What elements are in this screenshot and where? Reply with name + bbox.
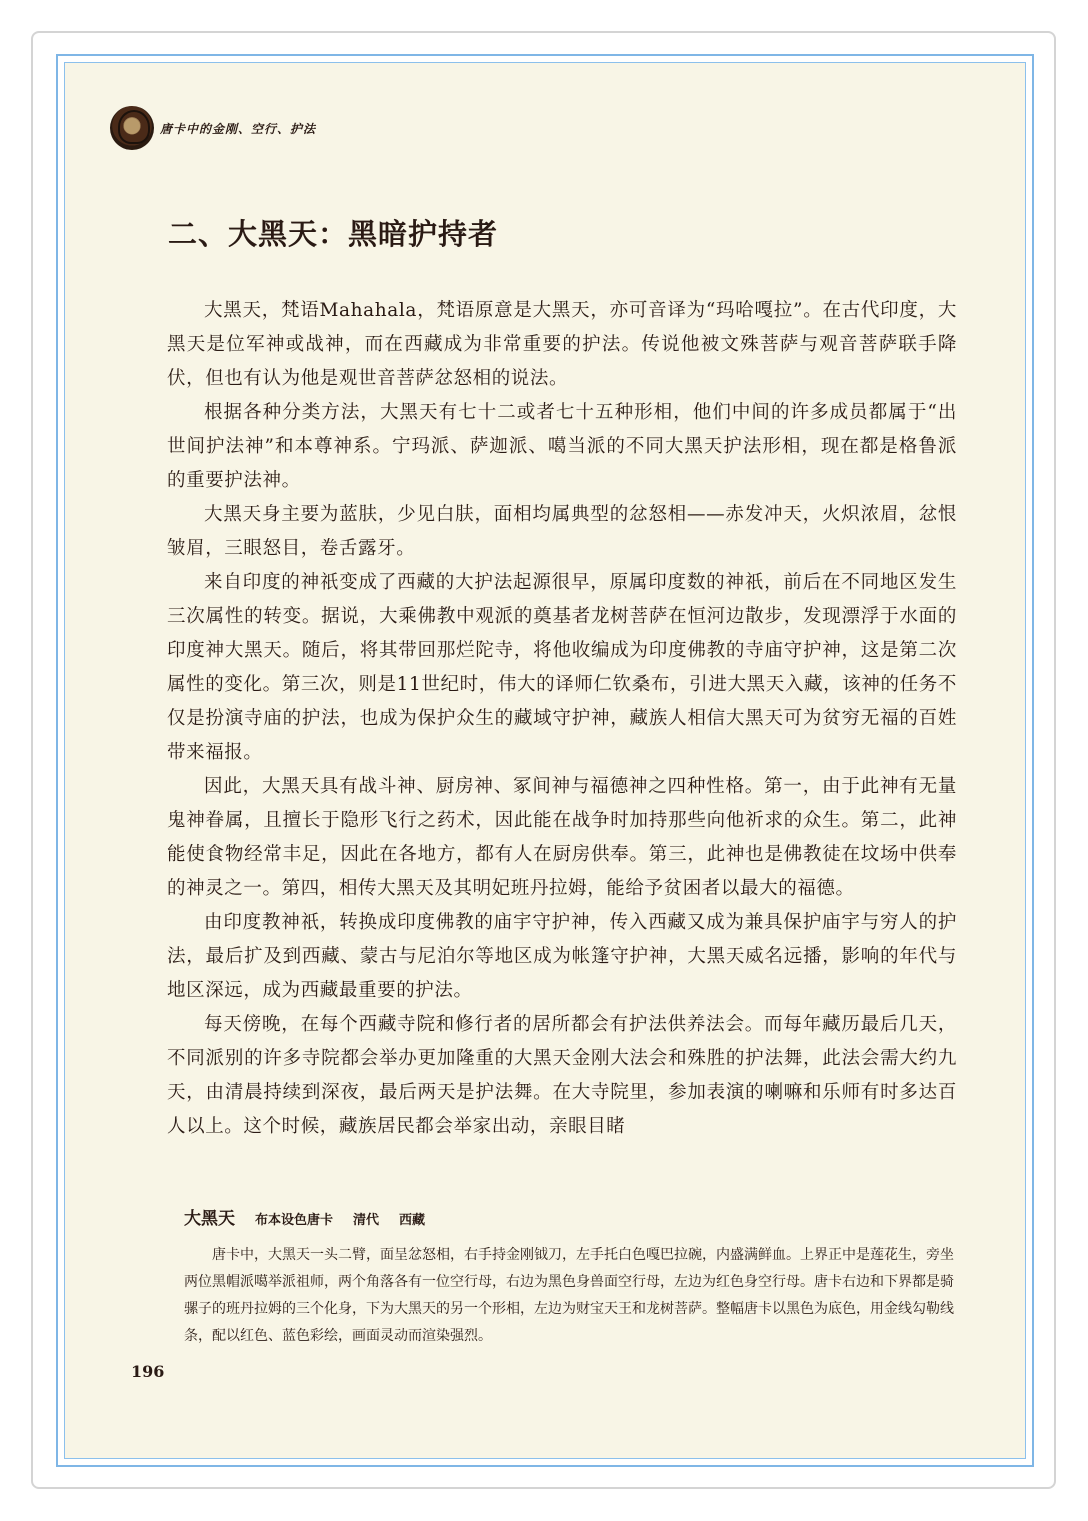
paragraph: 根据各种分类方法，大黑天有七十二或者七十五种形相，他们中间的许多成员都属于“出世间护法神”和本尊神系。宁玛派、萨迦派、噶当派的不同大黑天护法形相，现在都是格鲁派的重要护法神。 (167, 402, 957, 491)
figure-caption (184, 1204, 954, 1350)
caption-origin: 西藏 (399, 1213, 426, 1228)
page-number: 196 (131, 1362, 165, 1381)
body-text (167, 294, 957, 1144)
section-title: 二、大黑天：黑暗护持者 (168, 217, 499, 251)
paragraph: 大黑天，梵语Mahahala，梵语原意是大黑天，亦可音译为“玛哈嘎拉”。在古代印度，大黑天是位军神或战神，而在西藏成为非常重要的护法。传说他被文殊菩萨与观音菩萨联手降伏，但也有认为他是观世音菩萨忿怒相的说法。 (167, 300, 957, 389)
caption-name: 大黑天 (184, 1209, 235, 1229)
caption-medium: 布本设色唐卡 (255, 1213, 334, 1228)
paragraph: 因此，大黑天具有战斗神、厨房神、冢间神与福德神之四种性格。第一，由于此神有无量鬼神眷属，且擅长于隐形飞行之药术，因此能在战争时加持那些向他祈求的众生。第二，此神能使食物经常丰足，因此在各地方，都有人在厨房供奉。第三，此神也是佛教徒在坟场中供奉的神灵之一。第四，相传大黑天及其明妃班丹拉姆，能给予贫困者以最大的福德。 (167, 776, 957, 899)
caption-title (184, 1204, 954, 1236)
running-header (110, 100, 316, 156)
paragraph: 大黑天身主要为蓝肤，少见白肤，面相均属典型的忿怒相——赤发冲天，火炽浓眉，忿恨皱眉，三眼怒目，卷舌露牙。 (167, 504, 957, 559)
caption-period: 清代 (353, 1213, 380, 1228)
paragraph: 每天傍晚，在每个西藏寺院和修行者的居所都会有护法供养法会。而每年藏历最后几天，不同派别的许多寺院都会举办更加隆重的大黑天金刚大法会和殊胜的护法舞，此法会需大约九天，由清晨持续到深夜，最后两天是护法舞。在大寺院里，参加表演的喇嘛和乐师有时多达百人以上。这个时候，藏族居民都会举家出动，亲眼目睹 (167, 1014, 957, 1137)
paragraph: 来自印度的神祇变成了西藏的大护法起源很早，原属印度数的神祇，前后在不同地区发生三次属性的转变。据说，大乘佛教中观派的奠基者龙树菩萨在恒河边散步，发现漂浮于水面的印度神大黑天。随后，将其带回那烂陀寺，将他收编成为印度佛教的寺庙守护神，这是第二次属性的变化。第三次，则是11世纪时，伟大的译师仁钦桑布，引进大黑天入藏，该神的任务不仅是扮演寺庙的护法，也成为保护众生的藏域守护神，藏族人相信大黑天可为贫穷无福的百姓带来福报。 (167, 572, 957, 763)
running-title: 唐卡中的金刚、空行、护法 (160, 121, 317, 136)
deity-head-icon (110, 106, 154, 150)
paragraph: 由印度教神祇，转换成印度佛教的庙宇守护神，传入西藏又成为兼具保护庙宇与穷人的护法，最后扩及到西藏、蒙古与尼泊尔等地区成为帐篷守护神，大黑天威名远播，影响的年代与地区深远，成为西藏最重要的护法。 (167, 912, 957, 1001)
caption-text: 唐卡中，大黑天一头二臂，面呈忿怒相，右手持金刚钺刀，左手托白色嘎巴拉碗，内盛满鲜血。上界正中是莲花生，旁坐两位黑帽派噶举派祖师，两个角落各有一位空行母，右边为黑色身兽面空行母，左边为红色身空行母。唐卡右边和下界都是骑骡子的班丹拉姆的三个化身，下为大黑天的另一个形相，左边为财宝天王和龙树菩萨。整幅唐卡以黑色为底色，用金线勾勒线条，配以红色、蓝色彩绘，画面灵动而渲染强烈。 (184, 1247, 954, 1344)
